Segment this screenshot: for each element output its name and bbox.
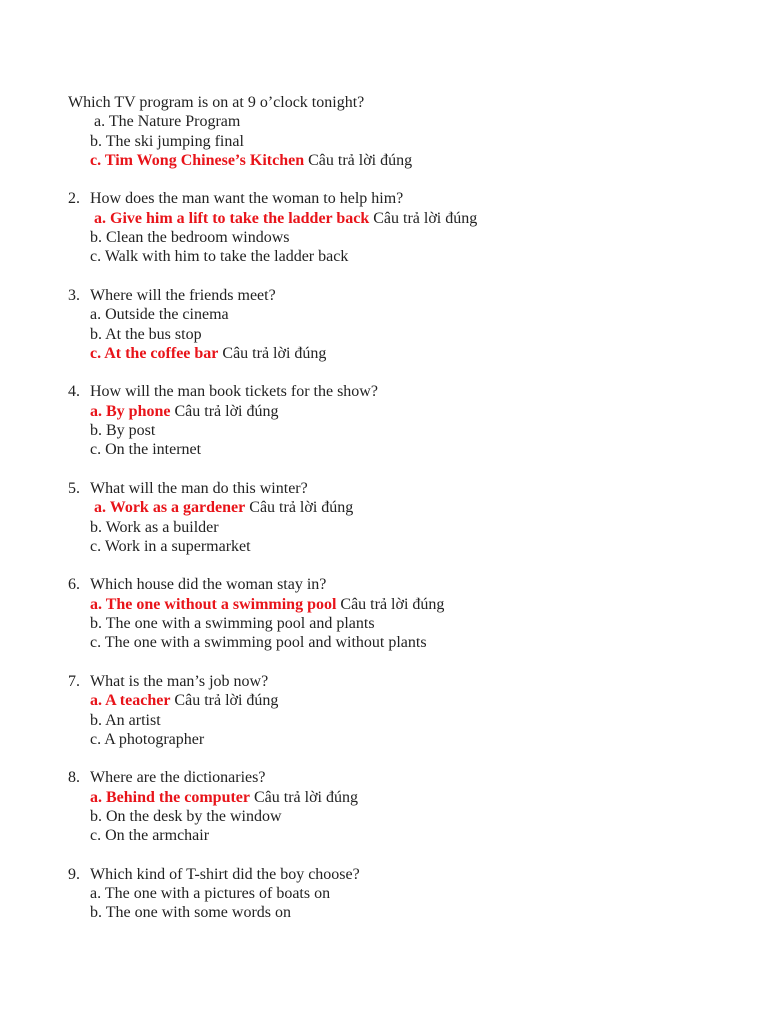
question-block: [68, 575, 748, 652]
answer-option: b. At the bus stop: [90, 325, 202, 343]
question-text: What will the man do this winter?: [90, 479, 308, 497]
question-text: How will the man book tickets for the show?: [90, 383, 378, 401]
answer-option-correct: [68, 788, 748, 807]
question-text: How does the man want the woman to help him?: [90, 190, 404, 208]
correct-answer-text: a. By phone: [90, 402, 171, 420]
question-block: [68, 865, 748, 923]
question-number: 7.: [68, 672, 80, 690]
correct-answer-note: Câu trả lời đúng: [308, 151, 413, 169]
correct-answer-note: Câu trả lời đúng: [222, 344, 327, 362]
answer-option: b. By post: [90, 422, 156, 440]
question-line: [68, 479, 748, 498]
question-number: 6.: [68, 576, 80, 594]
answer-option: c. The one with a swimming pool and without plants: [90, 634, 427, 652]
question-block: [68, 479, 748, 556]
answer-option: b. Work as a builder: [90, 518, 219, 536]
question-block: [68, 768, 748, 845]
correct-answer-text: c. Tim Wong Chinese’s Kitchen: [90, 151, 305, 169]
answer-option-correct: [68, 595, 748, 614]
correct-answer-text: a. Give him a lift to take the ladder back: [94, 209, 370, 227]
answer-option: a. Outside the cinema: [90, 306, 229, 324]
question-text: Where will the friends meet?: [90, 286, 276, 304]
answer-option-correct: [68, 344, 748, 363]
answer-option: c. On the armchair: [90, 827, 210, 845]
correct-answer-note: Câu trả lời đúng: [254, 788, 358, 806]
answer-option: b. The ski jumping final: [90, 132, 244, 150]
question-text: What is the man’s job now?: [90, 672, 269, 690]
answer-option: c. Work in a supermarket: [90, 537, 251, 555]
answer-option: b. On the desk by the window: [90, 807, 282, 825]
answer-option-correct: [68, 151, 748, 170]
correct-answer-note: Câu trả lời đúng: [174, 692, 279, 710]
answer-option: c. Walk with him to take the ladder back: [90, 248, 349, 266]
question-number: 3.: [68, 286, 80, 304]
answer-option: c. A photographer: [90, 730, 205, 748]
question-number: 9.: [68, 865, 80, 883]
question-line: [68, 286, 748, 305]
question-text: Which house did the woman stay in?: [90, 576, 327, 594]
correct-answer-note: Câu trả lời đúng: [340, 595, 445, 613]
question-block: [68, 672, 748, 749]
question-number: 2.: [68, 190, 80, 208]
correct-answer-text: a. Work as a gardener: [94, 499, 246, 517]
answer-option-correct: [68, 209, 748, 228]
question-text: Which TV program is on at 9 o’clock tonight?: [68, 94, 365, 111]
answer-option: c. On the internet: [90, 441, 202, 459]
correct-answer-note: Câu trả lời đúng: [249, 499, 354, 517]
correct-answer-text: a. The one without a swimming pool: [90, 595, 337, 613]
correct-answer-text: c. At the coffee bar: [90, 344, 219, 362]
answer-option: a. The one with a pictures of boats on: [90, 885, 331, 903]
correct-answer-note: Câu trả lời đúng: [373, 209, 478, 227]
correct-answer-text: a. Behind the computer: [90, 788, 250, 806]
question-number: 4.: [68, 383, 80, 401]
answer-option-correct: [68, 691, 748, 710]
answer-option: b. The one with some words on: [90, 904, 292, 922]
question-block: [68, 189, 748, 266]
answer-option-correct: [68, 402, 748, 421]
question-line: [68, 768, 748, 787]
document-body: [68, 93, 748, 923]
question-line: [68, 672, 748, 691]
question-block: [68, 286, 748, 363]
question-text: Where are the dictionaries?: [90, 769, 266, 787]
question-number: 8.: [68, 769, 80, 787]
answer-option: b. Clean the bedroom windows: [90, 229, 290, 247]
question-line: [68, 865, 748, 884]
answer-option: b. The one with a swimming pool and plants: [90, 615, 375, 633]
correct-answer-text: a. A teacher: [90, 692, 171, 710]
correct-answer-note: Câu trả lời đúng: [174, 402, 279, 420]
answer-option-correct: [68, 498, 748, 517]
question-text: Which kind of T-shirt did the boy choose?: [90, 865, 360, 883]
question-block: [68, 382, 748, 459]
answer-option: b. An artist: [90, 711, 161, 729]
question-number: 5.: [68, 479, 80, 497]
question-line: [68, 382, 748, 401]
answer-option: a. The Nature Program: [94, 113, 241, 131]
question-line: [68, 189, 748, 208]
question-block: [68, 93, 748, 170]
question-line: [68, 575, 748, 594]
